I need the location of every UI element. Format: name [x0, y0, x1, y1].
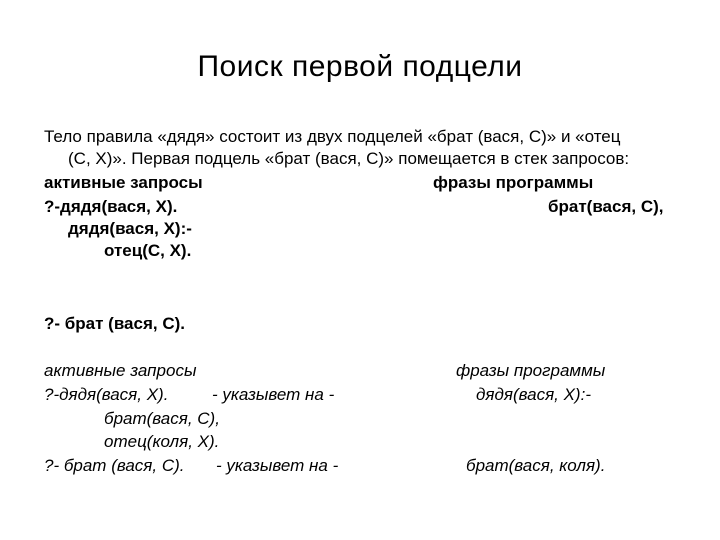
- query-uncle: ?-дядя(вася, Х).: [44, 197, 178, 216]
- query-brother: ?- брат (вася, С).: [44, 314, 185, 333]
- query-uncle-2: ?-дядя(вася, Х).: [44, 385, 169, 404]
- rule-head-uncle: дядя(вася, Х):-: [68, 219, 192, 238]
- rule-head-uncle-2: дядя(вася, Х):-: [476, 385, 591, 404]
- fact-brother-kolya: брат(вася, коля).: [466, 456, 606, 475]
- fact-brother: брат(вася, С),: [548, 197, 664, 216]
- intro-line-1: Тело правила «дядя» состоит из двух подцелей «брат (вася, С)» и «отец: [44, 127, 621, 146]
- pointer-text-1: - указывет на -: [212, 385, 335, 404]
- rule-body-father-kolya: отец(коля, Х).: [104, 432, 220, 451]
- intro-paragraph: [44, 126, 684, 170]
- slide-title: Поиск первой подцели: [197, 50, 523, 83]
- query-brother-2: ?- брат (вася, С).: [44, 456, 185, 475]
- rule-body-brother: брат(вася, С),: [104, 409, 220, 428]
- pointer-text-2: - указывет на -: [216, 456, 339, 475]
- active-queries-header: активные запросы: [44, 173, 203, 192]
- program-phrases-header-2: фразы программы: [456, 361, 606, 380]
- rule-body-father: отец(С, Х).: [104, 241, 192, 260]
- active-queries-header-2: активные запросы: [44, 361, 197, 380]
- program-phrases-header: фразы программы: [433, 173, 594, 192]
- intro-line-2: (С, Х)». Первая подцель «брат (вася, С)» помещается в стек запросов:: [68, 149, 630, 168]
